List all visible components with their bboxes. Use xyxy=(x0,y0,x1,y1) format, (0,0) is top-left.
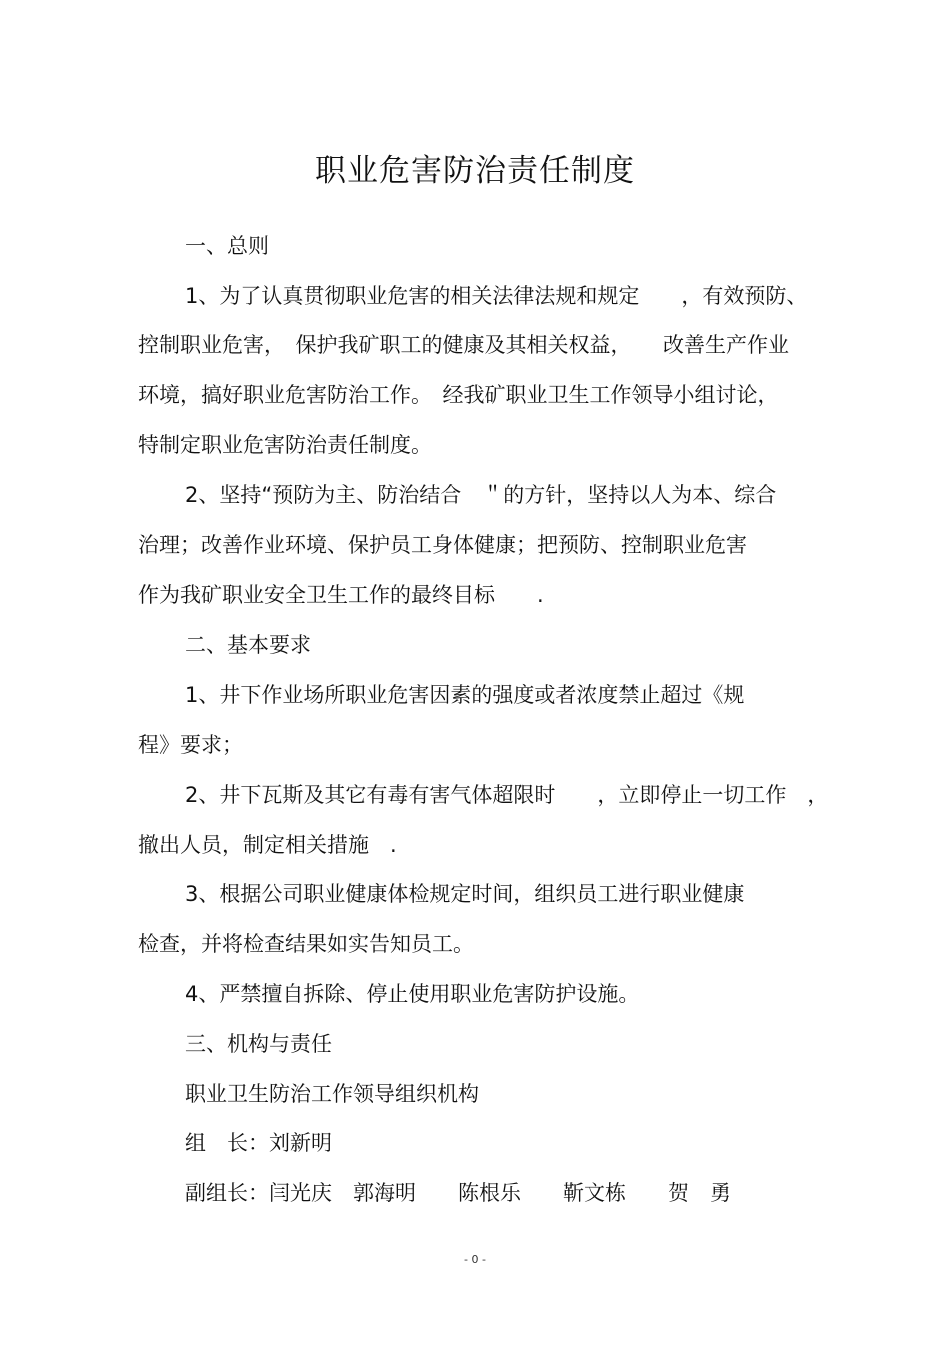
paragraph-line: 3、根据公司职业健康体检规定时间，组织员工进行职业健康 xyxy=(185,882,745,906)
organization-subheading: 职业卫生防治工作领导组织机构 xyxy=(185,1082,479,1106)
paragraph-line: 环境，搞好职业危害防治工作。 经我矿职业卫生工作领导小组讨论， xyxy=(138,383,779,407)
deputy-leaders-line: 副组长：闫光庆 郭海明 陈根乐 靳文栋 贺 勇 xyxy=(185,1181,731,1205)
paragraph-line: 4、严禁擅自拆除、停止使用职业危害防护设施。 xyxy=(185,982,640,1006)
document-title: 职业危害防治责任制度 xyxy=(315,153,635,189)
paragraph-line: 2、坚持“预防为主、防治结合 ＂的方针，坚持以人为本、综合 xyxy=(185,483,777,507)
paragraph-line: 撤出人员，制定相关措施 . xyxy=(138,833,397,857)
paragraph-line: 检查，并将检查结果如实告知员工。 xyxy=(138,932,474,956)
leader-line: 组 长：刘新明 xyxy=(185,1131,332,1155)
paragraph-line: 特制定职业危害防治责任制度。 xyxy=(138,433,432,457)
paragraph-line: 2、井下瓦斯及其它有毒有害气体超限时 ，立即停止一切工作 ， xyxy=(185,783,829,807)
paragraph-line: 控制职业危害， 保护我矿职工的健康及其相关权益， 改善生产作业 xyxy=(138,333,789,357)
paragraph-line: 程》要求； xyxy=(138,733,243,757)
section-heading-organization: 三、机构与责任 xyxy=(185,1032,332,1056)
section-heading-requirements: 二、基本要求 xyxy=(185,633,311,657)
page-number: - 0 - xyxy=(464,1253,486,1266)
section-heading-general: 一、总则 xyxy=(185,234,269,258)
paragraph-line: 治理；改善作业环境、保护员工身体健康；把预防、控制职业危害 xyxy=(138,533,747,557)
paragraph-line: 1、为了认真贯彻职业危害的相关法律法规和规定 ，有效预防、 xyxy=(185,284,808,308)
paragraph-line: 作为我矿职业安全卫生工作的最终目标 . xyxy=(138,583,544,607)
paragraph-line: 1、井下作业场所职业危害因素的强度或者浓度禁止超过《规 xyxy=(185,683,745,707)
